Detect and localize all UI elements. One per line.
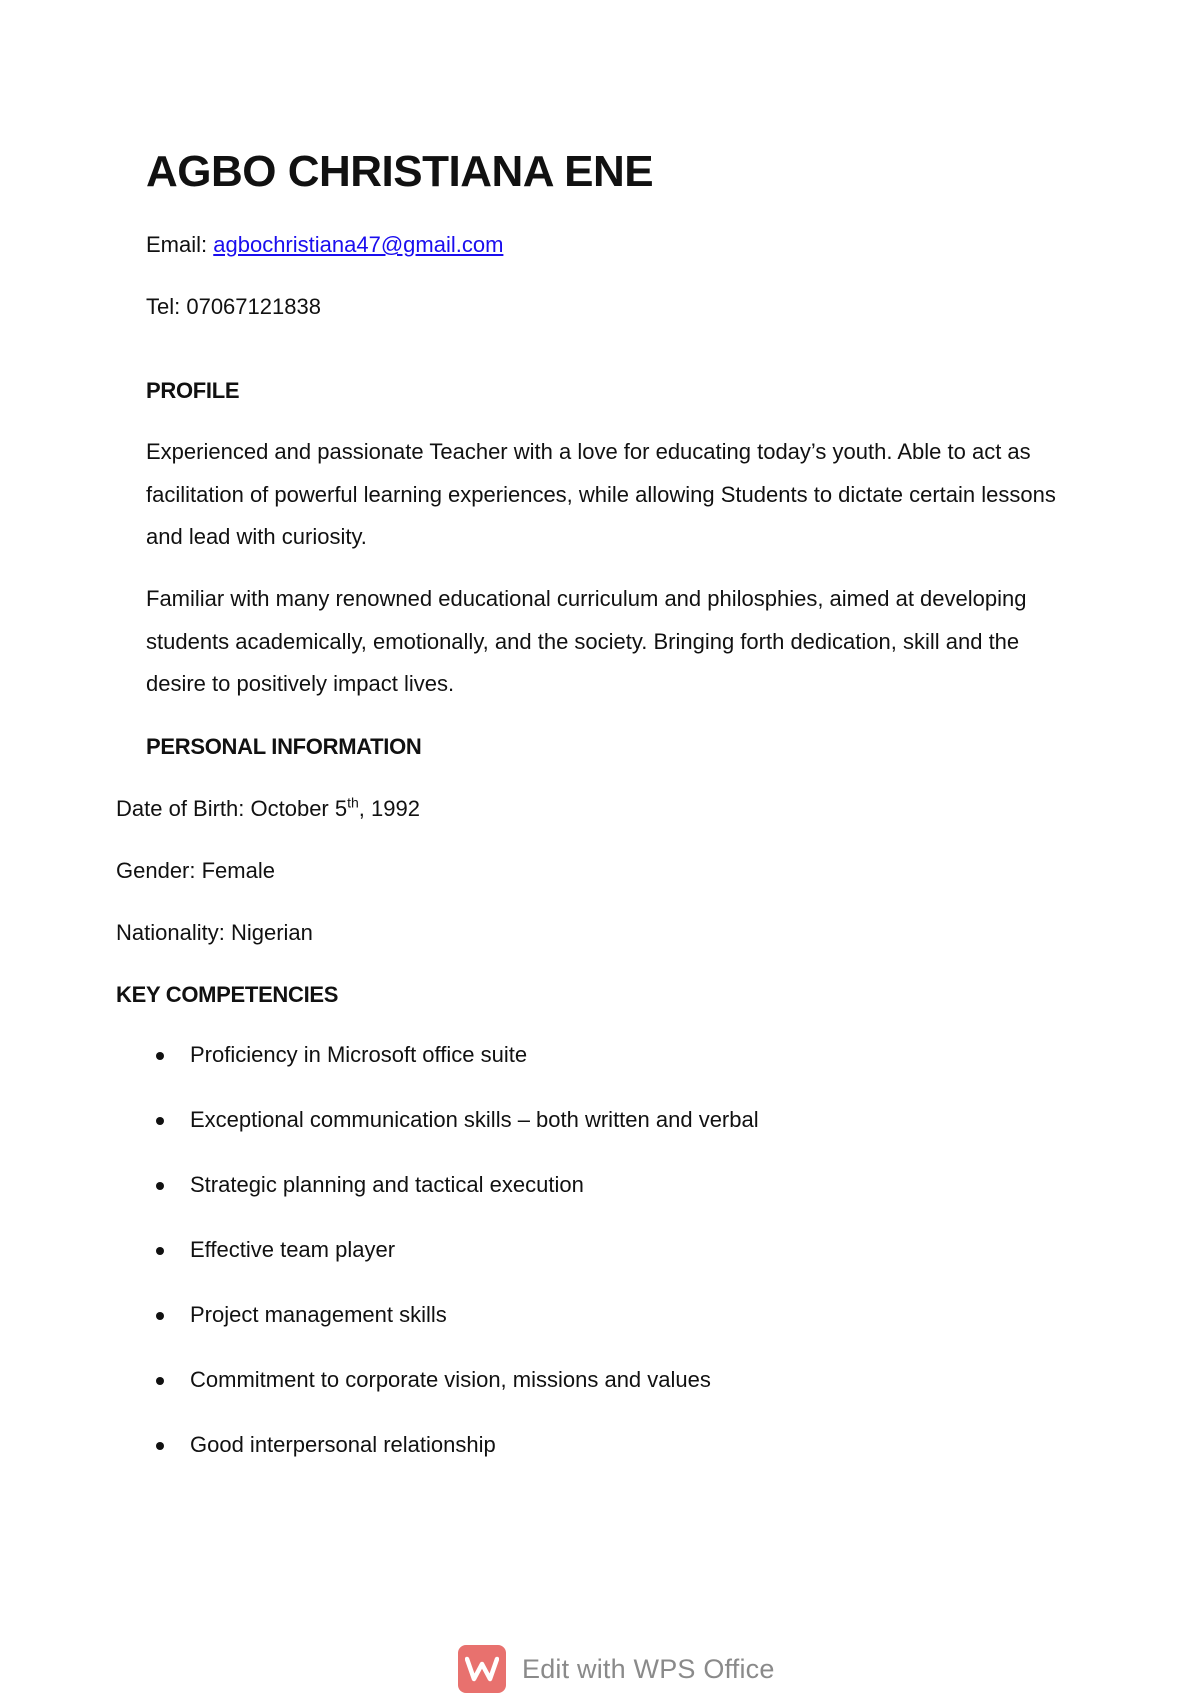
dob-text: Date of Birth: October 5 [116, 796, 348, 821]
tel-line: Tel: 07067121838 [146, 294, 321, 319]
nationality: Nationality: Nigerian [116, 920, 313, 945]
competencies-list [146, 1040, 759, 1495]
bullet-icon [156, 1312, 164, 1320]
bullet-icon [156, 1247, 164, 1255]
date-of-birth [116, 794, 420, 824]
dob-superscript: th [347, 794, 359, 811]
list-item [146, 1430, 759, 1495]
wps-logo-icon [458, 1645, 506, 1693]
profile-heading: PROFILE [146, 378, 240, 403]
list-item [146, 1040, 759, 1105]
bullet-icon [156, 1117, 164, 1125]
bullet-icon [156, 1052, 164, 1060]
list-item-text: Strategic planning and tactical execution [190, 1172, 584, 1197]
wps-w-glyph [465, 1655, 499, 1683]
email-link[interactable]: agbochristiana47@gmail.com [213, 232, 504, 257]
key-competencies-heading: KEY COMPETENCIES [116, 982, 339, 1007]
personal-info-heading: PERSONAL INFORMATION [146, 734, 422, 759]
bullet-icon [156, 1442, 164, 1450]
resume-name: AGBO CHRISTIANA ENE [146, 147, 654, 196]
bullet-icon [156, 1182, 164, 1190]
wps-edit-text: Edit with WPS Office [522, 1653, 775, 1684]
profile-paragraph-1: Experienced and passionate Teacher with a love for educating today’s youth. Able to act as facilitation of powerful learning experiences, while allowing Students to dictate certain lessons and lead with curiosity. [146, 439, 1056, 549]
list-item-text: Project management skills [190, 1302, 447, 1327]
profile-paragraph-2: Familiar with many renowned educational curriculum and philosphies, aimed at developing students academically, emotionally, and the society. Bringing forth dedication, skill and the desire to positively impact lives. [146, 586, 1027, 696]
wps-edit-banner[interactable] [458, 1644, 775, 1694]
gender: Gender: Female [116, 858, 275, 883]
list-item-text: Effective team player [190, 1237, 396, 1262]
dob-year: , 1992 [358, 796, 420, 821]
list-item [146, 1170, 759, 1235]
list-item [146, 1300, 759, 1365]
list-item-text: Proficiency in Microsoft office suite [190, 1042, 528, 1067]
list-item-text: Exceptional communication skills – both written and verbal [190, 1107, 759, 1132]
list-item [146, 1105, 759, 1170]
list-item [146, 1365, 759, 1430]
list-item-text: Commitment to corporate vision, missions and values [190, 1367, 711, 1392]
email-label: Email: [146, 232, 214, 257]
list-item-text: Good interpersonal relationship [190, 1432, 496, 1457]
list-item [146, 1235, 759, 1300]
bullet-icon [156, 1377, 164, 1385]
email-line [146, 230, 503, 260]
